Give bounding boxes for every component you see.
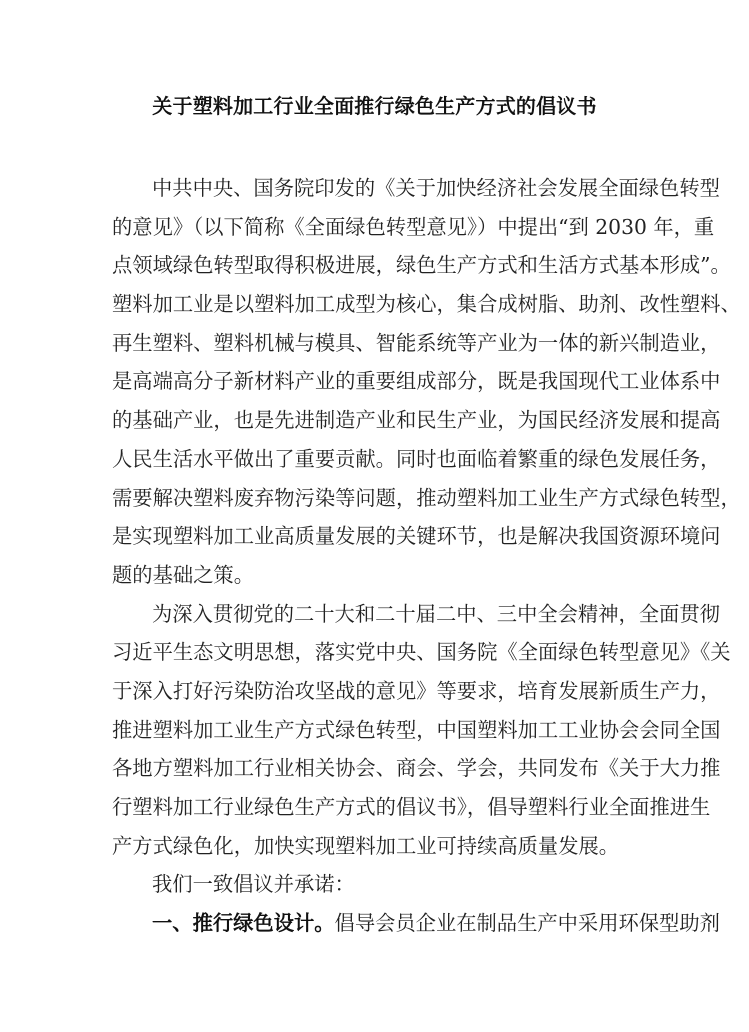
text-line: 再生塑料、塑料机械与模具、智能系统等产业为一体的新兴制造业， xyxy=(112,330,721,355)
text-line: 我们一致倡议并承诺： xyxy=(152,872,355,897)
text-line: 人民生活水平做出了重要贡献。同时也面临着繁重的绿色发展任务， xyxy=(112,446,721,471)
item-text: 倡导会员企业在制品生产中采用环保型助剂 xyxy=(334,911,720,936)
text-line: 习近平生态文明思想，落实党中央、国务院《全面绿色转型意见》《关 xyxy=(112,640,731,665)
document-body xyxy=(112,174,741,948)
text-line: 点领域绿色转型取得积极进展，绿色生产方式和生活方式基本形成”。 xyxy=(112,253,731,278)
text-line: 行塑料加工行业绿色生产方式的倡议书》，倡导塑料行业全面推进生 xyxy=(112,795,711,819)
paragraph-purpose xyxy=(112,600,731,871)
text-line: 是高端高分子新材料产业的重要组成部分，既是我国现代工业体系中 xyxy=(112,369,721,394)
text-line: 的基础产业，也是先进制造产业和民生产业，为国民经济发展和提高 xyxy=(112,408,721,433)
paragraph-pledge-intro xyxy=(112,870,638,909)
text-line xyxy=(112,909,720,948)
text-line: 的意见》（以下简称《全面绿色转型意见》）中提出“到 2030 年，重 xyxy=(112,214,715,239)
item-heading: 一、推行绿色设计。 xyxy=(152,911,335,936)
text-line: 为深入贯彻党的二十大和二十届二中、三中全会精神，全面贯彻 xyxy=(152,601,720,626)
document-title: 关于塑料加工行业全面推行绿色生产方式的倡议书 xyxy=(152,94,597,118)
text-line: 是实现塑料加工业高质量发展的关键环节，也是解决我国资源环境问 xyxy=(112,524,721,549)
text-line: 产方式绿色化，加快实现塑料加工业可持续高质量发展。 xyxy=(112,833,620,858)
text-line: 推进塑料加工业生产方式绿色转型，中国塑料加工工业协会会同全国 xyxy=(112,717,721,742)
text-line: 中共中央、国务院印发的《关于加快经济社会发展全面绿色转型 xyxy=(152,176,720,200)
text-line: 各地方塑料加工行业相关协会、商会、学会，共同发布《关于大力推 xyxy=(112,756,721,781)
text-line: 需要解决塑料废弃物污染等问题，推动塑料加工业生产方式绿色转型， xyxy=(112,485,741,510)
text-line: 题的基础之策。 xyxy=(112,562,254,587)
paragraph-item-one xyxy=(112,909,720,948)
text-line: 于深入打好污染防治攻坚战的意见》等要求，培育发展新质生产力， xyxy=(112,678,721,703)
paragraph-intro xyxy=(112,174,741,600)
text-line: 塑料加工业是以塑料加工成型为核心，集合成树脂、助剂、改性塑料、 xyxy=(112,292,741,317)
